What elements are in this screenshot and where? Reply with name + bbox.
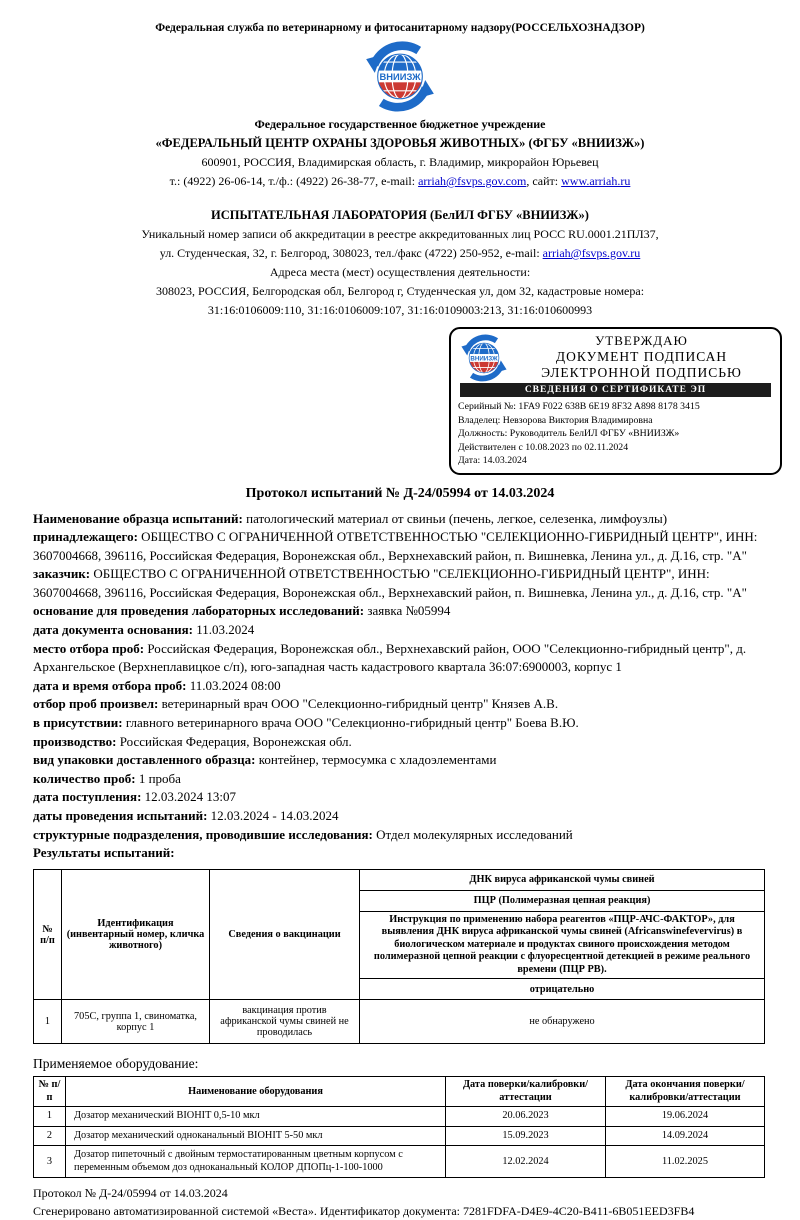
field-label: структурные подразделения, проводившие исследования:	[33, 826, 373, 842]
field-value: 1 проба	[135, 770, 181, 786]
protocol-title: Протокол испытаний № Д-24/05994 от 14.03.2024	[245, 485, 555, 501]
field-value: заявка №05994	[364, 603, 451, 619]
field-line	[33, 528, 767, 565]
equipment-col-num: № п/п	[34, 1077, 66, 1107]
equipment-cell-name: Дозатор пипеточный с двойным термостатированным цветным корпусом с переменным объемом доз одноканальный КОЛОР ДПОПц-1-100-1000	[66, 1146, 446, 1178]
lab-accreditation: Уникальный номер записи об аккредитации в реестре аккредитованных лиц РОСС RU.0001.21ПЛ37,	[141, 227, 659, 241]
field-label: дата документа основания:	[33, 622, 193, 638]
equipment-cell-date-from: 20.06.2023	[446, 1107, 606, 1127]
field-line	[33, 602, 767, 621]
stamp-certificate-bar: СВЕДЕНИЯ О СЕРТИФИКАТЕ ЭП	[460, 383, 771, 397]
contacts-middle: , сайт:	[526, 174, 562, 188]
lab-activity-address: 308023, РОССИЯ, Белгородская обл, Белгород г, Студенческая ул, дом 32, кадастровые номера:	[155, 284, 645, 298]
results-test-norm: отрицательно	[360, 979, 765, 1000]
field-line	[33, 826, 767, 845]
equipment-cell-date-from: 15.09.2023	[446, 1126, 606, 1146]
institution-email-link[interactable]: arriah@fsvps.gov.com	[418, 174, 527, 188]
field-value: контейнер, термосумка с хладоэлементами	[255, 752, 497, 768]
field-line	[33, 807, 767, 826]
institution-name: «ФЕДЕРАЛЬНЫЙ ЦЕНТР ОХРАНЫ ЗДОРОВЬЯ ЖИВОТНЫХ» (ФГБУ «ВНИИЗЖ»)	[155, 136, 645, 150]
equipment-table	[33, 1076, 765, 1178]
results-row-identification: 705С, группа 1, свиноматка, корпус 1	[62, 1000, 210, 1044]
field-value: 11.03.2024	[192, 622, 255, 638]
stamp-owner: Владелец: Невзорова Виктория Владимировна	[458, 414, 653, 426]
field-value: ветеринарный врач ООО "Селекционно-гибридный центр" Князев А.В.	[158, 696, 559, 712]
lab-email-link[interactable]: arriah@fsvps.gov.ru	[542, 246, 641, 260]
contacts-prefix: т.: (4922) 26-06-14, т./ф.: (4922) 26-38-77, e-mail:	[169, 174, 419, 188]
institution-address: 600901, РОССИЯ, Владимирская область, г. Владимир, микрорайон Юрьевец	[201, 155, 599, 169]
results-col-identification: Идентификация (инвентарный номер, кличка животного)	[62, 869, 210, 1000]
stamp-vniizh-logo	[458, 333, 510, 381]
field-line	[33, 640, 767, 677]
institution-site-link[interactable]: www.arriah.ru	[561, 174, 631, 188]
field-label: даты проведения испытаний:	[33, 808, 208, 823]
results-test-method: ПЦР (Полимеразная цепная реакция)	[360, 890, 765, 911]
field-value: Российская Федерация, Воронежская обл.	[116, 733, 352, 749]
field-label: место отбора проб:	[33, 640, 145, 656]
stamp-validity: Действителен с 10.08.2023 по 02.11.2024	[458, 441, 629, 453]
field-value: ОБЩЕСТВО С ОГРАНИЧЕННОЙ ОТВЕТСТВЕННОСТЬЮ "СЕЛЕКЦИОННО-ГИБРИДНЫЙ ЦЕНТР", ИНН: 3607004668, 396116, Российская Федерация, Воронежская обл., Верхнехавский район, п. Вишневка, Ленина ул., д. Д.16, стр. "А"	[33, 529, 758, 563]
equipment-col-date-to: Дата окончания поверки/калибровки/аттестации	[606, 1077, 765, 1107]
equipment-row	[34, 1126, 765, 1146]
field-label: производство:	[33, 733, 117, 749]
field-line	[33, 788, 767, 807]
equipment-cell-date-from: 12.02.2024	[446, 1146, 606, 1178]
equipment-col-name: Наименование оборудования	[66, 1077, 446, 1107]
results-col-num: № п/п	[34, 869, 62, 1000]
equipment-cell-date-to: 11.02.2025	[606, 1146, 765, 1178]
field-label: заказчик:	[33, 566, 91, 582]
lab-title: ИСПЫТАТЕЛЬНАЯ ЛАБОРАТОРИЯ (БелИЛ ФГБУ «ВНИИЗЖ»)	[211, 208, 589, 222]
field-label: дата и время отбора проб:	[33, 677, 187, 693]
results-col-vaccination: Сведения о вакцинации	[210, 869, 360, 1000]
equipment-cell-num: 1	[34, 1107, 66, 1127]
results-test-instruction: Инструкция по применению набора реагентов «ПЦР-АЧС-ФАКТОР», для выявления ДНК вируса африканской чумы свиней (Africanswinefevervirus) в биологическом материале и продуктах свиного происхождения методом полимеразной цепной реакции с флуоресцентной детекцией в режиме реального времени (ПЦР РВ).	[360, 911, 765, 979]
lab-cadastral-numbers: 31:16:0106009:110, 31:16:0106009:107, 31:16:0109003:213, 31:16:010600993	[207, 303, 593, 317]
stamp-position: Должность: Руководитель БелИЛ ФГБУ «ВНИИЗЖ»	[458, 428, 680, 439]
stamp-date: Дата: 14.03.2024	[458, 455, 527, 466]
field-value: ОБЩЕСТВО С ОГРАНИЧЕННОЙ ОТВЕТСТВЕННОСТЬЮ "СЕЛЕКЦИОННО-ГИБРИДНЫЙ ЦЕНТР", ИНН: 3607004668, 396116, Российская Федерация, Воронежская обл., Верхнехавский район, п. Вишневка, Ленина ул., д. Д.16, стр. "А"	[33, 566, 747, 600]
institution-contacts	[33, 172, 767, 191]
lab-address	[33, 244, 767, 263]
results-table	[33, 869, 765, 1045]
results-row-vaccination: вакцинация против африканской чумы свиней не проводилась	[210, 1000, 360, 1044]
field-value: главного ветеринарного врача ООО "Селекционно-гибридный центр" Боева В.Ю.	[122, 715, 579, 731]
footer-protocol-line: Протокол № Д-24/05994 от 14.03.2024	[33, 1186, 228, 1201]
field-line	[33, 510, 767, 529]
equipment-heading: Применяемое оборудование:	[33, 1056, 199, 1072]
field-line	[33, 751, 767, 770]
body-fields	[33, 510, 767, 845]
results-heading: Результаты испытаний:	[33, 845, 175, 861]
equipment-tbody	[34, 1107, 765, 1178]
agency-name: Федеральная служба по ветеринарному и фитосанитарному надзору(РОССЕЛЬХОЗНАДЗОР)	[155, 22, 645, 34]
vniizh-logo-image	[361, 39, 439, 111]
equipment-col-date-from: Дата поверки/калибровки/аттестации	[446, 1077, 606, 1107]
field-value: Отдел молекулярных исследований	[372, 826, 573, 842]
equipment-cell-date-to: 19.06.2024	[606, 1107, 765, 1127]
field-label: принадлежащего:	[33, 529, 138, 545]
field-line	[33, 695, 767, 714]
equipment-cell-name: Дозатор механический BIOHIT 0,5-10 мкл	[66, 1107, 446, 1127]
equipment-cell-num: 2	[34, 1126, 66, 1146]
stamp-approve-label: УТВЕРЖДАЮ	[595, 333, 688, 348]
results-row-result: не обнаружено	[360, 1000, 765, 1044]
equipment-cell-num: 3	[34, 1146, 66, 1178]
field-line	[33, 565, 767, 602]
field-line	[33, 714, 767, 733]
field-value: 12.03.2024 13:07	[141, 789, 237, 805]
results-row-num: 1	[34, 1000, 62, 1044]
lab-activity-heading: Адреса места (мест) осуществления деятельности:	[269, 265, 531, 279]
esignature-stamp	[449, 327, 782, 475]
stamp-signed-line1: ДОКУМЕНТ ПОДПИСАН	[555, 349, 728, 364]
field-value: 11.03.2024 08:00	[186, 677, 281, 693]
footer-generated-line: Сгенерировано автоматизированной системой «Веста». Идентификатор документа: 7281FDFA-D4E9-4C20-B411-6B051EED3FB4	[33, 1204, 695, 1219]
field-label: количество проб:	[33, 770, 136, 786]
equipment-row	[34, 1107, 765, 1127]
field-label: вид упаковки доставленного образца:	[33, 752, 256, 768]
field-label: основание для проведения лабораторных исследований:	[33, 603, 365, 619]
field-label: отбор проб произвел:	[33, 696, 159, 712]
results-test-group: ДНК вируса африканской чумы свиней	[360, 869, 765, 890]
field-label: Наименование образца испытаний:	[33, 510, 243, 526]
footer	[33, 1184, 767, 1220]
field-value: 12.03.2024 - 14.03.2024	[207, 808, 339, 823]
equipment-row	[34, 1146, 765, 1178]
field-line	[33, 733, 767, 752]
stamp-signed-line2: ЭЛЕКТРОННОЙ ПОДПИСЬЮ	[541, 365, 742, 380]
stamp-serial: Серийный №: 1FA9 F022 638B 6E19 8F32 A898 8178 3415	[458, 401, 700, 412]
field-label: в присутствии:	[33, 715, 123, 731]
vniizh-logo	[361, 39, 439, 111]
results-row	[34, 1000, 765, 1044]
field-line	[33, 677, 767, 696]
field-value: патологический материал от свиньи (печень, легкое, селезенка, лимфоузлы)	[242, 510, 668, 526]
equipment-cell-name: Дозатор механический одноканальный BIOHIT 5-50 мкл	[66, 1126, 446, 1146]
field-value: Российская Федерация, Воронежская обл., Верхнехавский район, ООО "Селекционно-гибридный центр", д. Архангельское (Верхнеплавицкое с/п), юго-западная часть кадастрового квартала 36:07:6900003, корпус 1	[33, 640, 747, 675]
field-line	[33, 770, 767, 789]
institution-type: Федеральное государственное бюджетное учреждение	[254, 117, 546, 131]
field-line	[33, 621, 767, 640]
lab-address-prefix: ул. Студенческая, 32, г. Белгород, 308023, тел./факс (4722) 250-952, e-mail:	[159, 246, 543, 260]
equipment-cell-date-to: 14.09.2024	[606, 1126, 765, 1146]
field-label: дата поступления:	[33, 789, 142, 805]
